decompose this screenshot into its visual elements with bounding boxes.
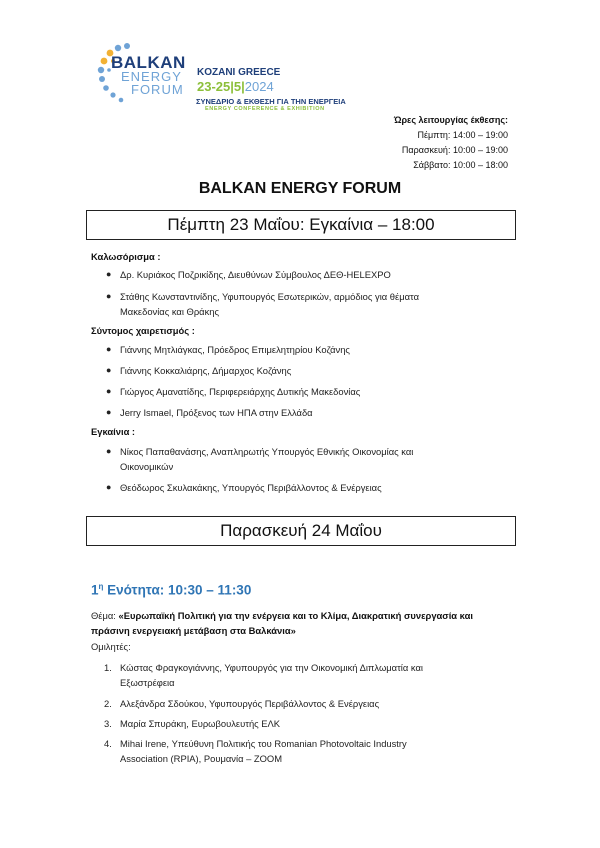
list-item [104, 660, 520, 690]
page-title: BALKAN ENERGY FORUM [198, 180, 402, 197]
list-item-text: Γιώργος Αμανατίδης, Περιφερειάρχης Δυτικής Μακεδονίας [120, 386, 361, 397]
session-superscript: η [98, 582, 104, 591]
logo-forum: FORUM [131, 82, 184, 97]
bullet-icon: ● [106, 386, 112, 396]
list-item-text: Στάθης Κωνσταντινίδης, Υφυπουργός Εσωτερικών, αρμόδιος για θέματα [120, 291, 420, 302]
theme-prefix: Θέμα: [91, 610, 119, 621]
bullet-icon: ● [106, 365, 112, 375]
logo-dates [197, 79, 274, 94]
welcome-label: Καλωσόρισμα : [91, 251, 161, 262]
list-item [104, 736, 520, 766]
list-number: 3. [104, 718, 112, 729]
list-number: 4. [104, 738, 112, 749]
bullet-icon: ● [106, 482, 112, 492]
day2-heading: Παρασκευή 24 Μαΐου [86, 516, 516, 546]
session-theme [91, 608, 501, 638]
list-item-text-cont: Association (RPIA), Ρουμανία – ZOOM [120, 753, 283, 764]
logo-date-range: 23-25|5| [197, 79, 245, 94]
list-item-text-cont: Μακεδονίας και Θράκης [120, 306, 219, 317]
logo-year: 2024 [244, 79, 274, 94]
bullet-icon: ● [106, 407, 112, 417]
logo-energy: ENERGY [121, 69, 182, 84]
list-item-text: Jerry Ismael, Πρόξενος των ΗΠΑ στην Ελλάδα [120, 407, 313, 418]
list-item-text: Θεόδωρος Σκυλακάκης, Υπουργός Περιβάλλοντος & Ενέργειας [120, 482, 382, 493]
list-item [106, 289, 420, 319]
list-number: 1. [104, 662, 112, 673]
session-number: 1 [91, 582, 99, 598]
hours-title: Ώρες λειτουργίας έκθεσης: [393, 115, 508, 125]
list-item-text: Γιάννης Μητλιάγκας, Πρόεδρος Επιμελητηρίου Κοζάνης [120, 344, 350, 355]
list-item [106, 267, 391, 282]
bullet-icon: ● [106, 446, 112, 456]
list-item-text-cont: Εξωστρέφεια [120, 677, 175, 688]
list-item-text: Γιάννης Κοκκαλιάρης, Δήμαρχος Κοζάνης [120, 365, 292, 376]
list-item-text: Δρ. Κυριάκος Ποζρικίδης, Διευθύνων Σύμβουλος ΔΕΘ-HELEXPO [120, 269, 391, 280]
exhibition-hours [394, 113, 508, 173]
logo-subtitle-greek: ΣΥΝΕΔΡΙΟ & ΕΚΘΕΣΗ ΓΙΑ ΤΗΝ ΕΝΕΡΓΕΙΑ [196, 97, 346, 106]
logo-subtitle-english: ENERGY CONFERENCE & EXHIBITION [205, 106, 325, 112]
list-item-text-cont: Οικονομικών [120, 461, 174, 472]
list-item-text: Νίκος Παπαθανάσης, Αναπληρωτής Υπουργός Εθνικής Οικονομίας και [120, 446, 414, 457]
list-item-text: Κώστας Φραγκογιάννης, Υφυπουργός για την Οικονομική Διπλωματία και [120, 662, 423, 673]
list-item [106, 405, 313, 420]
day1-heading: Πέμπτη 23 Μαΐου: Εγκαίνια – 18:00 [86, 210, 516, 240]
greetings-label: Σύντομος χαιρετισμός : [91, 325, 195, 336]
list-item [106, 480, 382, 495]
session-title: Ενότητα: 10:30 – 11:30 [103, 582, 252, 598]
hours-friday: Παρασκευή: 10:00 – 19:00 [401, 145, 508, 155]
list-item-text: Μαρία Σπυράκη, Ευρωβουλευτής ΕΛΚ [120, 718, 281, 729]
list-item-text: Αλεξάνδρα Σδούκου, Υφυπουργός Περιβάλλοντος & Ενέργειας [120, 698, 380, 709]
logo-location: KOZANI GREECE [197, 67, 281, 78]
speakers-label: Ομιλητές: [91, 641, 131, 652]
logo-balkan: BALKAN [111, 53, 186, 72]
list-item [104, 696, 520, 711]
opening-label: Εγκαίνια : [91, 426, 136, 437]
hours-saturday: Σάββατο: 10:00 – 18:00 [413, 160, 508, 170]
bullet-icon: ● [106, 344, 112, 354]
list-item-text: Mihai Irene, Υπεύθυνη Πολιτικής του Romanian Photovoltaic Industry [120, 738, 407, 749]
bullet-icon: ● [106, 269, 112, 279]
hours-thursday: Πέμπτη: 14:00 – 19:00 [417, 130, 508, 140]
bullet-icon: ● [106, 291, 112, 301]
list-item [106, 444, 414, 474]
theme-text: «Ευρωπαϊκή Πολιτική για την ενέργεια και το Κλίμα, Διακρατική συνεργασία και πράσινη ενεργειακή μετάβαση στα Βαλκάνια» [91, 610, 473, 636]
list-item [104, 716, 520, 731]
list-number: 2. [104, 698, 112, 709]
list-item [106, 342, 350, 357]
list-item [106, 384, 361, 399]
list-item [106, 363, 292, 378]
session-heading [91, 582, 251, 598]
balkan-energy-forum-logo [97, 40, 346, 120]
